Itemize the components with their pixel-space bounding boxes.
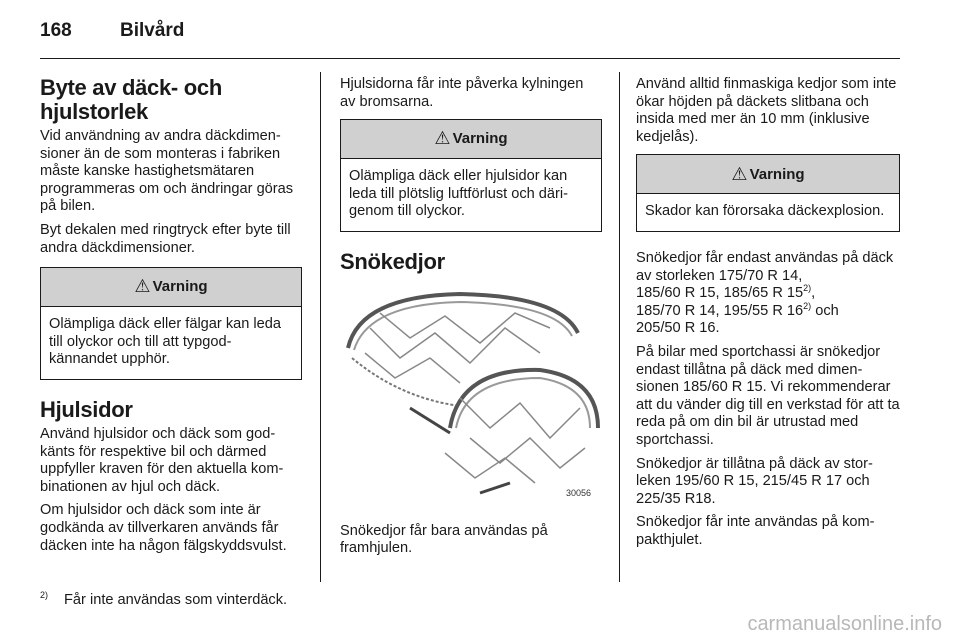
footnote-marker: 2)	[40, 590, 49, 601]
paragraph: Om hjulsidor och däck som inte är godkända av tillverkaren används får däcken inte ha någon fälgskyddsvulst.	[40, 502, 287, 554]
text-line: 185/70 R 14, 195/55 R 16	[636, 302, 804, 319]
warning-title: Varning	[749, 165, 805, 183]
warning-header	[41, 268, 301, 307]
watermark: carmanualsonline.info	[747, 613, 942, 635]
paragraph: Byt dekalen med ringtryck efter byte till andra däckdimensioner.	[40, 221, 291, 256]
column-3	[636, 76, 900, 555]
header-divider	[40, 58, 900, 59]
text-line: 185/60 R 15, 185/65 R 15	[636, 285, 804, 302]
warning-text: Olämpliga däck eller hjulsidor kan leda till plötslig luftförlust och därigenom till olyckor.	[349, 168, 569, 220]
warning-box	[40, 267, 302, 380]
heading-snow-chains: Snökedjor	[340, 248, 445, 274]
paragraph: Hjulsidorna får inte påverka kylningen av bromsarna.	[340, 76, 584, 110]
column-2	[340, 76, 602, 564]
page-number: 168	[40, 20, 72, 41]
warning-header	[341, 120, 601, 159]
warning-triangle-icon: ⚠	[731, 163, 748, 184]
footnote	[40, 592, 287, 608]
section-title: Bilvård	[120, 20, 185, 41]
text-line: Snökedjor får endast användas på däck av storleken 175/70 R 14,	[636, 249, 894, 284]
heading-wheel-covers: Hjulsidor	[40, 396, 133, 422]
text-line: 205/50 R 16.	[636, 320, 720, 337]
paragraph-tire-sizes	[636, 250, 900, 338]
warning-box	[340, 119, 602, 232]
paragraph: Snökedjor får inte användas på kompakthjulet.	[636, 514, 875, 548]
paragraph: Använd hjulsidor och däck som godkänts för respektive bil och därmed uppfyller kraven för den aktuella kombinationen av hjul och däck.	[40, 425, 284, 495]
warning-text: Olämpliga däck eller fälgar kan leda till olyckor och till att typgodkännandet upphör.	[49, 316, 282, 368]
warning-title: Varning	[452, 130, 508, 148]
paragraph: På bilar med sportchassi är snökedjor endast tillåtna på däck med dimensionen 185/60 R 15. Vi rekommenderar att du vänder dig till en verkstad för att ta reda på om din bil är utrustad med sportchassi.	[636, 343, 900, 448]
warning-box	[636, 154, 900, 232]
warning-triangle-icon: ⚠	[134, 276, 151, 297]
paragraph: Snökedjor får bara användas på framhjulen.	[340, 522, 548, 557]
paragraph: Använd alltid finmaskiga kedjor som inte ökar höjden på däckets slitbana och insida med mer än 10 mm (inklusive kedjelås).	[636, 76, 897, 145]
footnote-text: Får inte användas som vinterdäck.	[64, 592, 288, 608]
footnote-ref: 2)	[803, 300, 812, 311]
column-divider-2	[619, 72, 620, 582]
footnote-ref: 2)	[803, 283, 812, 294]
warning-text: Skador kan förorsaka däckexplosion.	[645, 203, 885, 220]
column-divider-1	[320, 72, 321, 582]
warning-title: Varning	[152, 278, 208, 296]
warning-header	[637, 155, 899, 194]
paragraph: Snökedjor är tillåtna på däck av storleken 195/60 R 15, 215/45 R 17 och 225/35 R18.	[636, 455, 873, 507]
snow-chain-illustration	[340, 288, 602, 503]
text-punct: ,	[811, 285, 816, 302]
column-1	[40, 76, 302, 561]
text-punct: och	[811, 302, 839, 319]
image-code: 30056	[566, 487, 592, 498]
paragraph: Vid användning av andra däckdimensioner än de som monteras i fabriken måste kanske hastighetsmätaren programmeras om och ändringar göras på bilen.	[40, 128, 294, 215]
warning-triangle-icon: ⚠	[434, 128, 451, 149]
heading-tire-size: Byte av däck- och hjulstorlek	[40, 75, 222, 124]
